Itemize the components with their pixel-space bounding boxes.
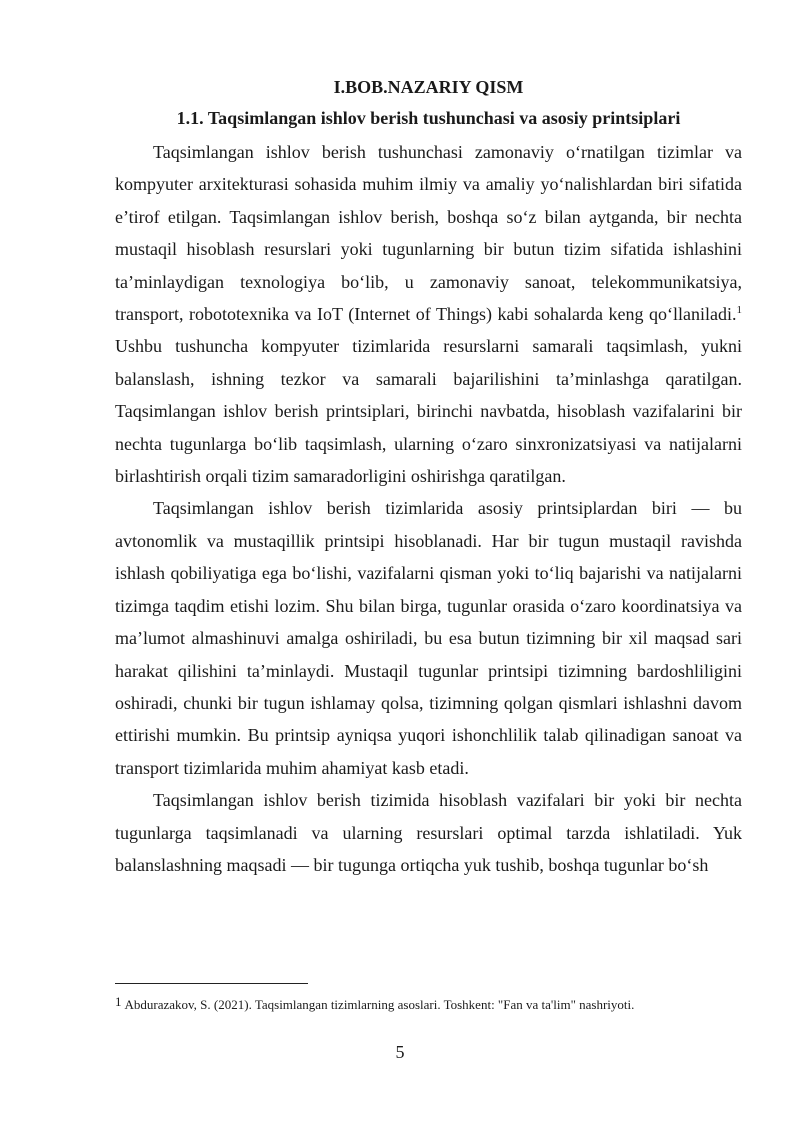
footnote-separator [115,983,308,984]
footnote-reference[interactable]: 1 [736,304,742,317]
chapter-title: I.BOB.NAZARIY QISM [333,77,524,97]
paragraph-1-text-continued: Ushbu tushuncha kompyuter tizimlarida resurslarni samarali taqsimlash, yukni balanslash, ishning tezkor va samarali bajarilishini ta’minlashga qaratilgan. Taqsimlangan ishlov berish printsiplari, birinchi navbatda, hisoblash vazifalarini bir nechta tugunlarga bo‘lib taqsimlash, ularning o‘zaro sinxronizatsiyasi va natijalarni birlashtirish orqali tizim samaradorligini oshirishga qaratilgan. [115,336,742,487]
page-number: 5 [395,1042,405,1062]
page-body [115,70,742,881]
footnote [115,993,742,1014]
paragraph-3: Taqsimlangan ishlov berish tizimida hisoblash vazifalari bir yoki bir nechta tugunlarga taqsimlanadi va ularning resurslari optimal tarzda ishlatiladi. Yuk balanslashning maqsadi — bir tugunga ortiqcha yuk tushib, boshqa tugunlar bo‘sh [115,790,742,875]
paragraph-1-text: Taqsimlangan ishlov berish tushunchasi zamonaviy o‘rnatilgan tizimlar va kompyuter arxitekturasi sohasida muhim ilmiy va amaliy yo‘nalishlardan biri sifatida e’tirof etilgan. Taqsimlangan ishlov berish, boshqa so‘z bilan aytganda, bir nechta mustaqil hisoblash resurslari yoki tugunlarning bir butun tizim sifatida ishlashini ta’minlaydigan texnologiya bo‘lib, u zamonaviy sanoat, telekommunikatsiya, transport, robototexnika va IoT (Internet of Things) kabi sohalarda keng qo‘llaniladi. [115,142,742,325]
footnote-number: 1 [115,994,122,1009]
footnote-text: Abdurazakov, S. (2021). Taqsimlangan tizimlarning asoslari. Toshkent: "Fan va ta'lim" nashriyoti. [124,997,635,1012]
paragraph-2: Taqsimlangan ishlov berish tizimlarida asosiy printsiplardan biri — bu avtonomlik va mustaqillik printsipi hisoblanadi. Har bir tugun mustaqil ravishda ishlash qobiliyatiga ega bo‘lishi, vazifalarni qisman yoki to‘liq bajarishi va natijalarni tizimga taqdim etishi lozim. Shu bilan birga, tugunlar orasida o‘zaro koordinatsiya va ma’lumot almashinuvi amalga oshiriladi, bu esa butun tizimning bir xil maqsad sari harakat qilishini ta’minlaydi. Mustaqil tugunlar printsipi tizimning bardoshliligini oshiradi, chunki bir tugun ishlamay qolsa, tizimning qolgan qismlari ishlashni davom ettirishi mumkin. Bu printsip ayniqsa yuqori ishonchlilik talab qilinadigan sanoat va transport tizimlarida muhim ahamiyat kasb etadi. [115,498,742,778]
paragraph-1 [115,136,742,492]
section-title: 1.1. Taqsimlangan ishlov berish tushunchasi va asosiy printsiplari [176,108,681,128]
